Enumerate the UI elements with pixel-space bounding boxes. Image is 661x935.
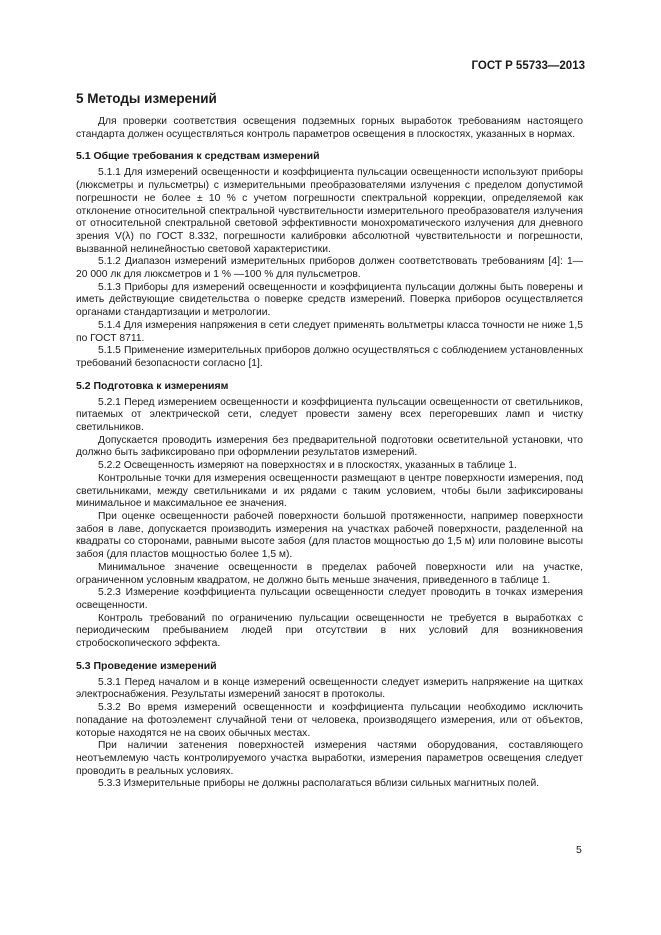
paragraph-5-2-2-points: Контрольные точки для измерения освещенности размещают в центре поверхности измерения, под светильниками, между светильниками и их рядами с таким условием, чтобы были зафиксированы минимальное и максимальное ее значения. — [76, 472, 583, 510]
document-id-header: ГОСТ Р 55733—2013 — [471, 60, 585, 72]
page-number: 5 — [576, 844, 582, 856]
section-5-1-heading: 5.1 Общие требования к средствам измерений — [76, 150, 320, 163]
paragraph-5-2-2-long-surface: При оценке освещенности рабочей поверхности большой протяженности, например поверхности забоя в лаве, допускается производить измерения на участках рабочей поверхности, разделенной на квадраты со сторонами, равными высоте забоя (для пластов мощностью до 1,5 м) или половине высоты забоя (для пластов мощностью более 1,5 м). — [76, 510, 583, 561]
paragraph-5-2-1: 5.2.1 Перед измерением освещенности и коэффициента пульсации освещенности от светильников, питаемых от электрической сети, следует провести замену всех перегоревших ламп и чистку светильников. — [76, 396, 583, 434]
paragraph-5-3-1: 5.3.1 Перед началом и в конце измерений освещенности следует измерить напряжение на щитках электроснабжения. Результаты измерений заносят в протоколы. — [76, 676, 583, 701]
paragraph-5-3-2-shading: При наличии затенения поверхностей измерения частями оборудования, составляющего неотъемлемую часть контролируемого участка выработки, измерения параметров освещения следует проводить в реальных условиях. — [76, 740, 583, 777]
paragraph-5-1-1: 5.1.1 Для измерений освещенности и коэффициента пульсации освещенности используют приборы (люксметры и пульсметры) с измерительными преобразователями излучения с пределом допустимой погрешности не более ± 10 % с учетом погрешности спектральной коррекции, определяемой как отклонение относительной спектральной чувствительности измерительного преобразователя излучения от относительной спектральной световой эффективности монохроматического излучения для дневного зрения V(λ) по ГОСТ 8.332, погрешности калибровки абсолютной чувствительности и погрешности, вызванной нелинейностью световой характеристики. — [76, 167, 583, 255]
paragraph-5-2-3: 5.2.3 Измерение коэффициента пульсации освещенности следует проводить в точках измерения освещенности. — [76, 587, 583, 611]
document-body — [76, 91, 583, 791]
paragraph-5-2-1-note: Допускается проводить измерения без предварительной подготовки осветительной установки, что должно быть зафиксировано при оформлении результатов измерений. — [76, 434, 583, 459]
paragraph-5-1-5: 5.1.5 Применение измерительных приборов должно осуществляться с соблюдением установленных требований безопасности согласно [1]. — [76, 345, 583, 369]
paragraph-5-2-2-minimum: Минимальное значение освещенности в пределах рабочей поверхности или на участке, ограниченном условным квадратом, не должно быть меньше значения, приведенного в таблице 1. — [76, 561, 583, 586]
paragraph-5-2-2: 5.2.2 Освещенность измеряют на поверхностях и в плоскостях, указанных в таблице 1. — [98, 460, 517, 472]
paragraph-5-1-2: 5.1.2 Диапазон измерений измерительных приборов должен соответствовать требованиям [4]: 1—20 000 лк для люксметров и 1 % —100 % для пульсметров. — [76, 256, 583, 281]
paragraph-5-3-3: 5.3.3 Измерительные приборы не должны располагаться вблизи сильных магнитных полей. — [98, 778, 540, 790]
paragraph-5-1-4: 5.1.4 Для измерения напряжения в сети следует применять вольтметры класса точности не ниже 1,5 по ГОСТ 8711. — [76, 319, 583, 344]
section-5-3-heading: 5.3 Проведение измерений — [76, 659, 217, 672]
section-5-heading: 5 Методы измерений — [76, 91, 217, 106]
paragraph-5-1-3: 5.1.3 Приборы для измерений освещенности и коэффициента пульсации должны быть поверены и иметь действующие свидетельства о поверке средств измерений. Поверка приборов осуществляется органами стандартизации и метрологии. — [76, 281, 583, 319]
section-5-intro: Для проверки соответствия освещения подземных горных выработок требованиям настоящего стандарта должен осуществляться контроль параметров освещения в плоскостях, указанных в нормах. — [76, 116, 583, 140]
paragraph-5-3-2: 5.3.2 Во время измерений освещенности и коэффициента пульсации необходимо исключить попадание на фотоэлемент случайной тени от человека, производящего измерения, или от объектов, которые находятся не на своих обычных местах. — [76, 702, 583, 739]
paragraph-5-2-3-control: Контроль требований по ограничению пульсации освещенности не требуется в выработках с периодическим пребыванием людей при отсутствии в них условий для возникновения стробоскопического эффекта. — [76, 612, 583, 650]
section-5-2-heading: 5.2 Подготовка к измерениям — [76, 379, 229, 392]
